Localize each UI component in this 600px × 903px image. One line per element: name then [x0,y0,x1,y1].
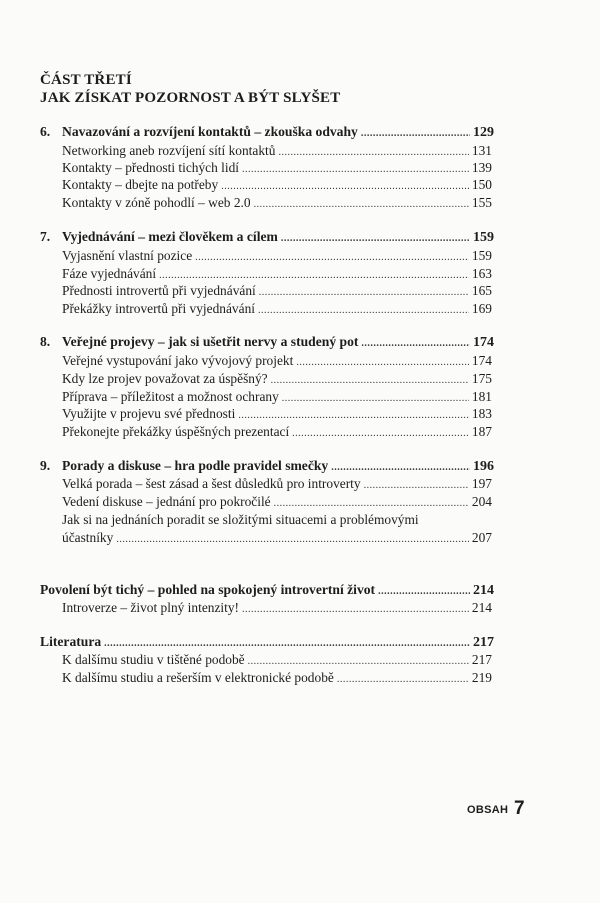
footer-page-number: 7 [514,798,525,819]
toc-closing-chapter [40,582,494,600]
toc-item [62,476,492,494]
leader-dots [378,584,470,600]
item-title: Překonejte překážky úspěšných prezentací [62,424,290,439]
item-page: 159 [471,248,492,263]
leader-dots [238,408,469,424]
toc-literature [40,634,494,652]
item-title-cont: účastníky [62,530,114,545]
leader-dots [104,636,470,652]
part-title: JAK ZÍSKAT POZORNOST A BÝT SLYŠET [40,90,341,106]
item-page: 217 [471,652,492,667]
item-title: K dalšímu studiu a rešerším v elektronické podobě [62,670,334,685]
toc-item [62,248,492,266]
item-page: 155 [471,195,492,210]
leader-dots [281,231,470,247]
chapter-page: 217 [473,635,494,650]
chapter-title: Vyjednávání – mezi člověkem a cílem [62,229,278,244]
leader-dots [254,197,469,213]
item-page: 150 [471,177,492,192]
item-page: 214 [471,600,492,615]
leader-dots [271,373,469,389]
leader-dots [242,602,469,618]
item-page: 204 [471,494,492,509]
item-page: 139 [471,160,492,175]
chapter-page: 214 [473,583,494,598]
leader-dots [259,285,469,301]
toc-item [62,424,492,442]
toc-item [62,494,492,512]
item-page: 165 [471,283,492,298]
item-title: K dalšímu studiu v tištěné podobě [62,652,245,667]
toc-item-title-line1: Jak si na jednáních poradit se složitými situacemi a problémovými [62,512,419,527]
item-page: 197 [471,476,492,491]
item-page: 163 [471,266,492,281]
item-title: Vedení diskuse – jednání pro pokročilé [62,494,271,509]
item-title: Introverze – život plný intenzity! [62,600,239,615]
chapter-number: 6. [40,124,51,139]
chapter-page: 129 [473,125,494,140]
chapter-page: 159 [473,230,494,245]
leader-dots [274,496,469,512]
chapter-page: 196 [473,459,494,474]
item-title: Veřejné vystupování jako vývojový projekt [62,353,294,368]
chapter-title: Porady a diskuse – hra podle pravidel smečky [62,458,329,473]
toc-item [62,160,492,178]
toc-item [62,143,492,161]
toc-item [62,670,492,688]
item-title: Fáze vyjednávání [62,266,157,281]
leader-dots [292,426,469,442]
item-page: 187 [471,424,492,439]
item-title: Vyjasnění vlastní pozice [62,248,193,263]
item-title: Kontakty – dbejte na potřeby [62,177,219,192]
leader-dots [331,460,470,476]
chapter-number: 8. [40,334,51,349]
leader-dots [258,303,469,319]
leader-dots [278,145,468,161]
toc-chapter-9 [40,458,494,476]
part-label: ČÁST TŘETÍ [40,72,132,88]
item-title: Velká porada – šest zásad a šest důsledků pro introverty [62,476,361,491]
toc-item [62,301,492,319]
item-page: 175 [471,371,492,386]
leader-dots [337,672,469,688]
leader-dots [361,336,470,352]
leader-dots [282,391,469,407]
toc-item [62,371,492,389]
toc-item [62,353,492,371]
leader-dots [248,654,469,670]
item-title: Využijte v projevu své přednosti [62,406,236,421]
item-page: 219 [471,670,492,685]
toc-item [62,266,492,284]
chapter-page: 174 [473,335,494,350]
toc-chapter-8 [40,334,494,352]
item-title: Překážky introvertů při vyjednávání [62,301,255,316]
item-title: Networking aneb rozvíjení sítí kontaktů [62,143,276,158]
leader-dots [364,478,469,494]
toc-item [62,177,492,195]
toc-item [62,530,492,548]
toc-item [62,195,492,213]
leader-dots [159,268,469,284]
item-title: Kontakty – přednosti tichých lidí [62,160,240,175]
toc-item [62,283,492,301]
toc-item [62,652,492,670]
leader-dots [221,179,469,195]
item-page: 174 [471,353,492,368]
leader-dots [242,162,469,178]
leader-dots [296,355,469,371]
chapter-number: 9. [40,458,51,473]
toc-item [62,406,492,424]
chapter-title: Navazování a rozvíjení kontaktů – zkouška odvahy [62,124,358,139]
item-page: 169 [471,301,492,316]
item-title: Kontakty v zóně pohodlí – web 2.0 [62,195,251,210]
footer-section-label: OBSAH [467,804,509,816]
chapter-title: Literatura [40,634,102,649]
leader-dots [195,250,469,266]
item-title: Přednosti introvertů při vyjednávání [62,283,256,298]
chapter-title: Veřejné projevy – jak si ušetřit nervy a studený pot [62,334,359,349]
leader-dots [116,532,469,548]
item-title: Příprava – příležitost a možnost ochrany [62,389,279,404]
item-page: 183 [471,406,492,421]
item-page: 131 [471,143,492,158]
toc-item [62,389,492,407]
toc-chapter-7 [40,229,494,247]
item-page: 181 [471,389,492,404]
item-page: 207 [471,530,492,545]
chapter-title: Povolení být tichý – pohled na spokojený introvertní život [40,582,376,597]
toc-chapter-6 [40,124,494,142]
item-title: Kdy lze projev považovat za úspěšný? [62,371,268,386]
leader-dots [361,126,470,142]
toc-item [62,600,492,618]
chapter-number: 7. [40,229,51,244]
